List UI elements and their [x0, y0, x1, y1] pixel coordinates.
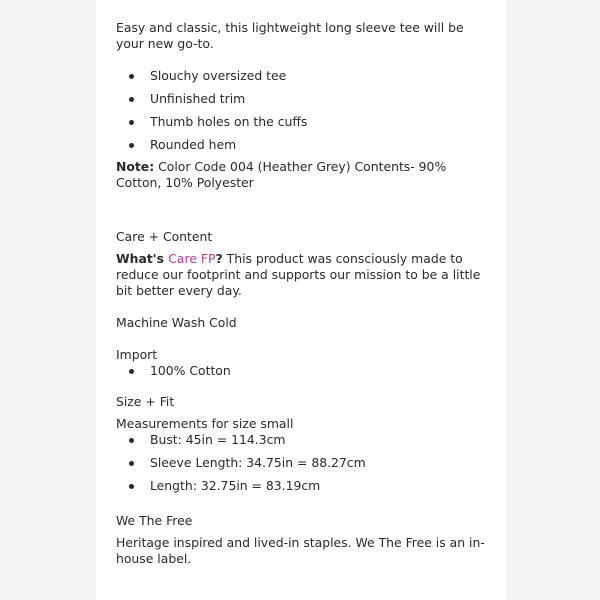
list-item: Bust: 45in = 114.3cm [116, 432, 488, 455]
size-heading: Size + Fit [116, 394, 175, 409]
wash-instructions: Machine Wash Cold [116, 315, 237, 330]
care-fp-link[interactable]: Care FP [168, 251, 216, 266]
origin-text: Import [116, 347, 158, 362]
brand-heading: We The Free [116, 513, 193, 528]
care-fp-paragraph [116, 251, 488, 299]
whats-prefix: What's [116, 251, 169, 266]
product-details [116, 20, 488, 567]
list-item: Unfinished trim [116, 91, 488, 114]
measurements-list [116, 432, 488, 501]
size-subheading: Measurements for size small [116, 416, 294, 431]
list-item: Slouchy oversized tee [116, 68, 488, 91]
feature-list [116, 68, 488, 160]
care-fp-text: This product was consciously made to reduce our footprint and supports our mission to be a little bit better every day. [116, 251, 481, 298]
materials-list [116, 363, 488, 386]
whats-question-mark: ? [215, 251, 223, 266]
care-heading: Care + Content [116, 229, 213, 244]
list-item: Rounded hem [116, 137, 488, 160]
note-label: Note: [116, 159, 155, 174]
list-item: 100% Cotton [116, 363, 488, 386]
list-item: Sleeve Length: 34.75in = 88.27cm [116, 455, 488, 478]
brand-text: Heritage inspired and lived-in staples. We The Free is an in-house label. [116, 535, 485, 566]
list-item: Thumb holes on the cuffs [116, 114, 488, 137]
note-body: Color Code 004 (Heather Grey) Contents- 90% Cotton, 10% Polyester [116, 159, 447, 190]
list-item: Length: 32.75in = 83.19cm [116, 478, 488, 501]
intro-text: Easy and classic, this lightweight long sleeve tee will be your new go-to. [116, 20, 464, 51]
note-text [116, 159, 488, 191]
